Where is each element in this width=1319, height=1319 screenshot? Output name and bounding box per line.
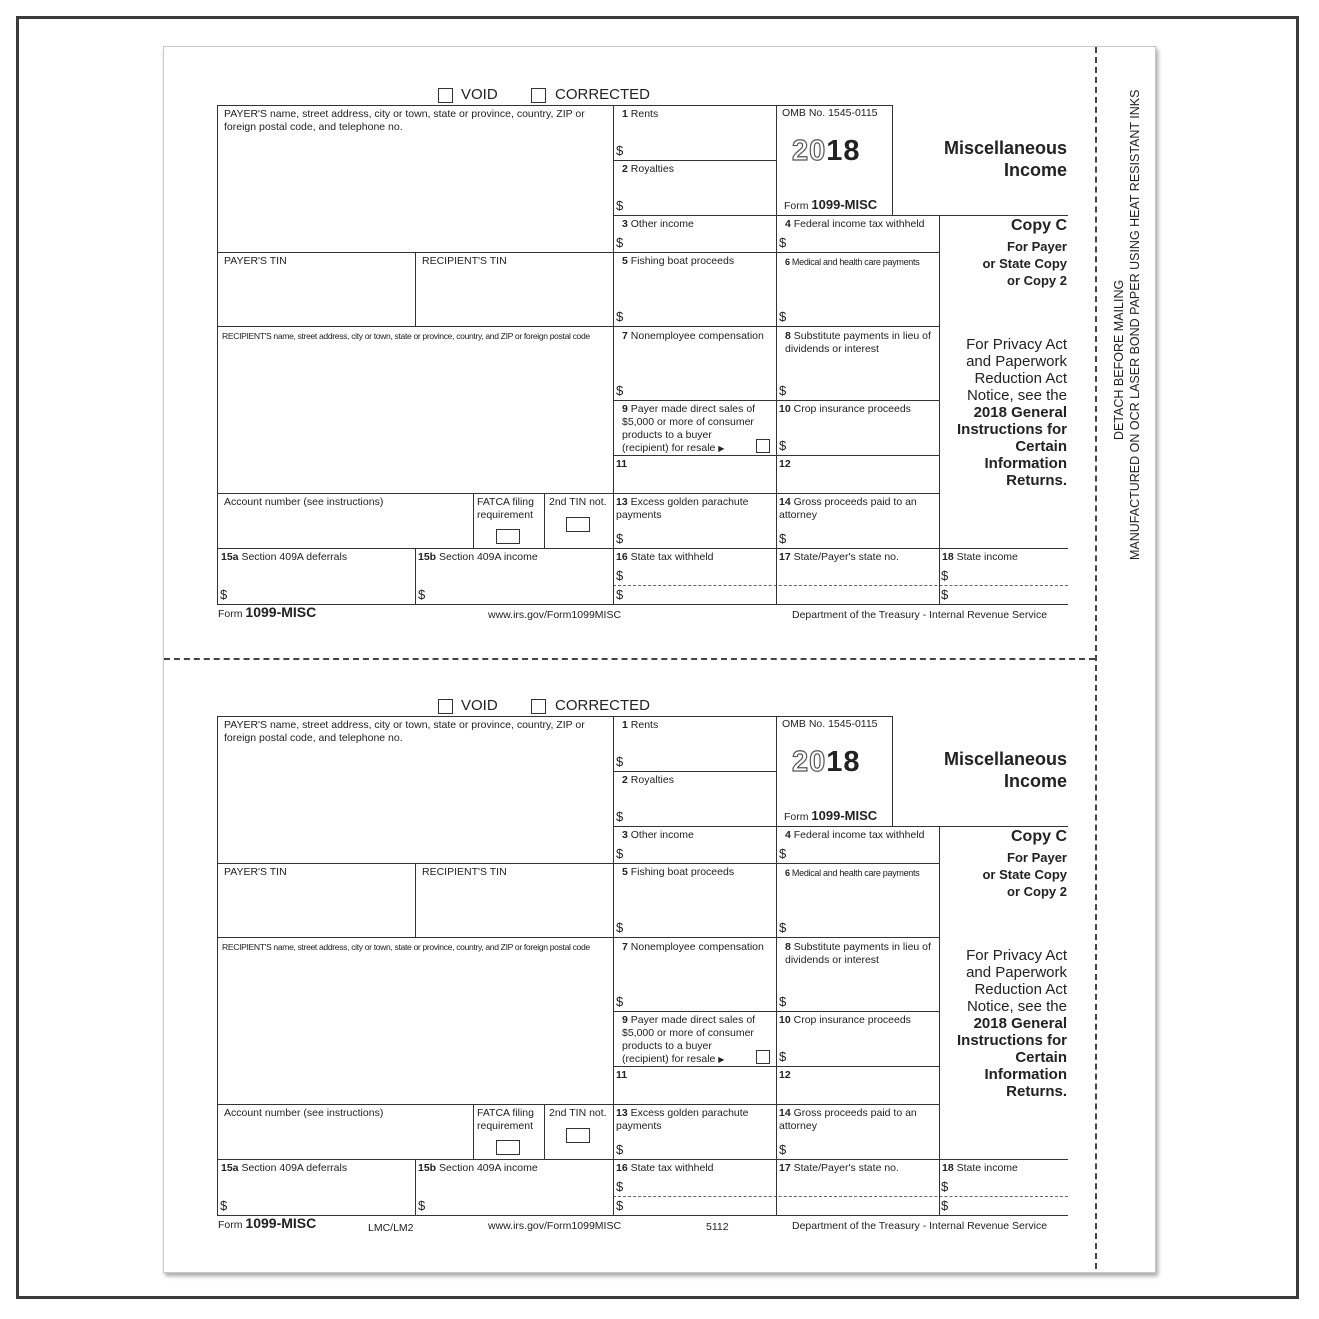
second-tin-label: 2nd TIN not.: [549, 496, 607, 508]
box14-label: 14 Gross proceeds paid to an attorney: [779, 496, 917, 521]
box8-dollar: $: [779, 383, 787, 398]
privacy-line-5: 2018 General: [973, 404, 1067, 421]
box1-label: 1 Rents: [622, 108, 659, 120]
privacy-line-8: Information: [984, 455, 1067, 472]
form-id-footer: Form 1099-MISC: [218, 1215, 317, 1231]
box5-label: 5 Fishing boat proceeds: [622, 255, 735, 267]
box12-label: 12: [779, 1069, 791, 1081]
corrected-label: CORRECTED: [555, 697, 651, 714]
box3-dollar: $: [616, 846, 624, 861]
box9-label: 9 Payer made direct sales of $5,000 or more of consumer products to a buyer (recipient) for resale ▶: [622, 403, 756, 454]
box10-dollar: $: [779, 438, 787, 453]
box3-label: 3 Other income: [622, 218, 694, 230]
box18-dollar-2: $: [941, 587, 949, 602]
box15b-dollar: $: [418, 587, 426, 602]
privacy-line-1: For Privacy Act: [966, 947, 1067, 964]
copy-sub-2: or State Copy: [982, 256, 1067, 271]
form-copy-top: [0, 47, 1067, 621]
box6-label: 6 Medical and health care payments: [785, 868, 920, 878]
box11-label: 11: [616, 1069, 628, 1081]
form-code-left: LMC/LM2: [368, 1222, 414, 1234]
privacy-line-8: Information: [984, 1066, 1067, 1083]
box6-dollar: $: [779, 920, 787, 935]
box14-dollar: $: [779, 531, 787, 546]
box16-dollar-2: $: [616, 1198, 624, 1213]
void-label: VOID: [461, 697, 498, 714]
irs-url: www.irs.gov/Form1099MISC: [488, 609, 622, 621]
box15a-label: 15a Section 409A deferrals: [221, 1162, 348, 1174]
form-id-footer: Form 1099-MISC: [218, 604, 317, 620]
side-notice-manufactured: MANUFACTURED ON OCR LASER BOND PAPER USING HEAT RESISTANT INKS: [1128, 89, 1142, 560]
box4-label: 4 Federal income tax withheld: [785, 829, 925, 841]
privacy-line-6: Instructions for: [956, 1032, 1067, 1049]
payer-name-label: PAYER'S name, street address, city or town, state or province, country, ZIP or foreign postal code, and telephone no.: [224, 719, 585, 744]
fatca-label: FATCA filing requirement: [477, 496, 534, 521]
box18-dollar-1: $: [941, 1179, 949, 1194]
payer-name-label: PAYER'S name, street address, city or town, state or province, country, ZIP or foreign postal code, and telephone no.: [224, 108, 585, 133]
box13-label: 13 Excess golden parachute payments: [616, 496, 749, 521]
box15b-dollar: $: [418, 1198, 426, 1213]
box9-checkbox[interactable]: [756, 1050, 770, 1064]
void-checkbox[interactable]: [438, 88, 453, 103]
box3-dollar: $: [616, 235, 624, 250]
box14-dollar: $: [779, 1142, 787, 1157]
privacy-line-1: For Privacy Act: [966, 336, 1067, 353]
box9-label: 9 Payer made direct sales of $5,000 or more of consumer products to a buyer (recipient) for resale ▶: [622, 1014, 756, 1065]
copy-subtitle: [940, 238, 1067, 289]
box16-dollar-1: $: [616, 1179, 624, 1194]
void-checkbox[interactable]: [438, 699, 453, 714]
box6-dollar: $: [779, 309, 787, 324]
form-copy-bottom: [0, 658, 1067, 1234]
box17-label: 17 State/Payer's state no.: [779, 551, 899, 563]
void-label: VOID: [461, 86, 498, 103]
payer-tin-label: PAYER'S TIN: [224, 866, 287, 878]
box5-label: 5 Fishing boat proceeds: [622, 866, 735, 878]
privacy-line-2: and Paperwork: [966, 353, 1067, 370]
second-tin-checkbox[interactable]: [566, 517, 590, 532]
copy-label: Copy C: [1011, 217, 1067, 234]
box10-label: 10 Crop insurance proceeds: [779, 403, 911, 415]
box10-dollar: $: [779, 1049, 787, 1064]
box4-dollar: $: [779, 235, 787, 250]
recipient-tin-label: RECIPIENT'S TIN: [422, 866, 507, 878]
privacy-notice: [940, 947, 1067, 1100]
privacy-line-4: Notice, see the: [966, 998, 1067, 1015]
box15a-dollar: $: [220, 587, 228, 602]
box7-dollar: $: [616, 383, 624, 398]
omb-number: OMB No. 1545-0115: [782, 718, 878, 730]
form-id-top: Form 1099-MISC: [784, 197, 878, 212]
payer-tin-label: PAYER'S TIN: [224, 255, 287, 267]
privacy-line-7: Certain: [1015, 1049, 1067, 1066]
account-number-label: Account number (see instructions): [224, 496, 384, 508]
box10-label: 10 Crop insurance proceeds: [779, 1014, 911, 1026]
corrected-label: CORRECTED: [555, 86, 651, 103]
privacy-line-7: Certain: [1015, 438, 1067, 455]
form-title-line1: Miscellaneous: [943, 749, 1067, 769]
copy-label: Copy C: [1011, 828, 1067, 845]
box1-dollar: $: [616, 143, 624, 158]
box7-label: 7 Nonemployee compensation: [622, 941, 764, 953]
privacy-line-3: Reduction Act: [974, 981, 1067, 998]
box15a-dollar: $: [220, 1198, 228, 1213]
copy-sub-2: or State Copy: [982, 867, 1067, 882]
form-title-line2: Income: [1003, 160, 1067, 180]
box18-label: 18 State income: [942, 1162, 1018, 1174]
privacy-line-9: Returns.: [1006, 1083, 1067, 1100]
privacy-line-3: Reduction Act: [974, 370, 1067, 387]
box1-dollar: $: [616, 754, 624, 769]
fatca-checkbox[interactable]: [496, 1140, 520, 1155]
box17-label: 17 State/Payer's state no.: [779, 1162, 899, 1174]
box16-dollar-2: $: [616, 587, 624, 602]
box5-dollar: $: [616, 920, 624, 935]
corrected-checkbox[interactable]: [531, 699, 546, 714]
side-notice-detach: DETACH BEFORE MAILING: [1112, 279, 1126, 440]
privacy-line-2: and Paperwork: [966, 964, 1067, 981]
privacy-line-4: Notice, see the: [966, 387, 1067, 404]
box6-label: 6 Medical and health care payments: [785, 257, 920, 267]
box14-label: 14 Gross proceeds paid to an attorney: [779, 1107, 917, 1132]
department-label: Department of the Treasury - Internal Revenue Service: [792, 1220, 1048, 1232]
omb-number: OMB No. 1545-0115: [782, 107, 878, 119]
copy-sub-1: For Payer: [1007, 850, 1067, 865]
copy-sub-3: or Copy 2: [1007, 884, 1067, 899]
recipient-tin-label: RECIPIENT'S TIN: [422, 255, 507, 267]
copy-sub-1: For Payer: [1007, 239, 1067, 254]
form-title-line1: Miscellaneous: [943, 138, 1067, 158]
box2-dollar: $: [616, 198, 624, 213]
account-number-label: Account number (see instructions): [224, 1107, 384, 1119]
form-title: [900, 748, 1067, 792]
box15b-label: 15b Section 409A income: [418, 551, 538, 563]
box15a-label: 15a Section 409A deferrals: [221, 551, 348, 563]
department-label: Department of the Treasury - Internal Revenue Service: [792, 609, 1048, 621]
box13-label: 13 Excess golden parachute payments: [616, 1107, 749, 1132]
privacy-notice: [940, 336, 1067, 489]
tax-year: 2018: [792, 746, 861, 778]
box13-dollar: $: [616, 1142, 624, 1157]
box2-label: 2 Royalties: [622, 774, 674, 786]
box8-label: 8 Substitute payments in lieu of dividends or interest: [785, 941, 931, 966]
recipient-name-label: RECIPIENT'S name, street address, city or town, state or province, country, and ZIP or foreign postal code: [222, 331, 590, 341]
second-tin-label: 2nd TIN not.: [549, 1107, 607, 1119]
form-title-line2: Income: [1003, 771, 1067, 791]
box2-dollar: $: [616, 809, 624, 824]
box4-dollar: $: [779, 846, 787, 861]
box7-dollar: $: [616, 994, 624, 1009]
form-id-top: Form 1099-MISC: [784, 808, 878, 823]
privacy-line-9: Returns.: [1006, 472, 1067, 489]
box1-label: 1 Rents: [622, 719, 659, 731]
irs-url: www.irs.gov/Form1099MISC: [488, 1220, 622, 1232]
box8-dollar: $: [779, 994, 787, 1009]
box18-dollar-1: $: [941, 568, 949, 583]
privacy-line-5: 2018 General: [973, 1015, 1067, 1032]
corrected-checkbox[interactable]: [531, 88, 546, 103]
tax-year: 2018: [792, 135, 861, 167]
box15b-label: 15b Section 409A income: [418, 1162, 538, 1174]
fatca-label: FATCA filing requirement: [477, 1107, 534, 1132]
box18-dollar-2: $: [941, 1198, 949, 1213]
box16-dollar-1: $: [616, 568, 624, 583]
box18-label: 18 State income: [942, 551, 1018, 563]
copy-subtitle: [940, 849, 1067, 900]
second-tin-checkbox[interactable]: [566, 1128, 590, 1143]
box16-label: 16 State tax withheld: [616, 1162, 714, 1174]
box8-label: 8 Substitute payments in lieu of dividends or interest: [785, 330, 931, 355]
recipient-name-label: RECIPIENT'S name, street address, city or town, state or province, country, and ZIP or foreign postal code: [222, 942, 590, 952]
box2-label: 2 Royalties: [622, 163, 674, 175]
box4-label: 4 Federal income tax withheld: [785, 218, 925, 230]
box3-label: 3 Other income: [622, 829, 694, 841]
box12-label: 12: [779, 458, 791, 470]
form-title: [900, 137, 1067, 181]
box7-label: 7 Nonemployee compensation: [622, 330, 764, 342]
fatca-checkbox[interactable]: [496, 529, 520, 544]
box16-label: 16 State tax withheld: [616, 551, 714, 563]
copy-sub-3: or Copy 2: [1007, 273, 1067, 288]
privacy-line-6: Instructions for: [956, 421, 1067, 438]
box13-dollar: $: [616, 531, 624, 546]
box5-dollar: $: [616, 309, 624, 324]
box9-checkbox[interactable]: [756, 439, 770, 453]
box11-label: 11: [616, 458, 628, 470]
form-code-right: 5112: [706, 1221, 729, 1233]
